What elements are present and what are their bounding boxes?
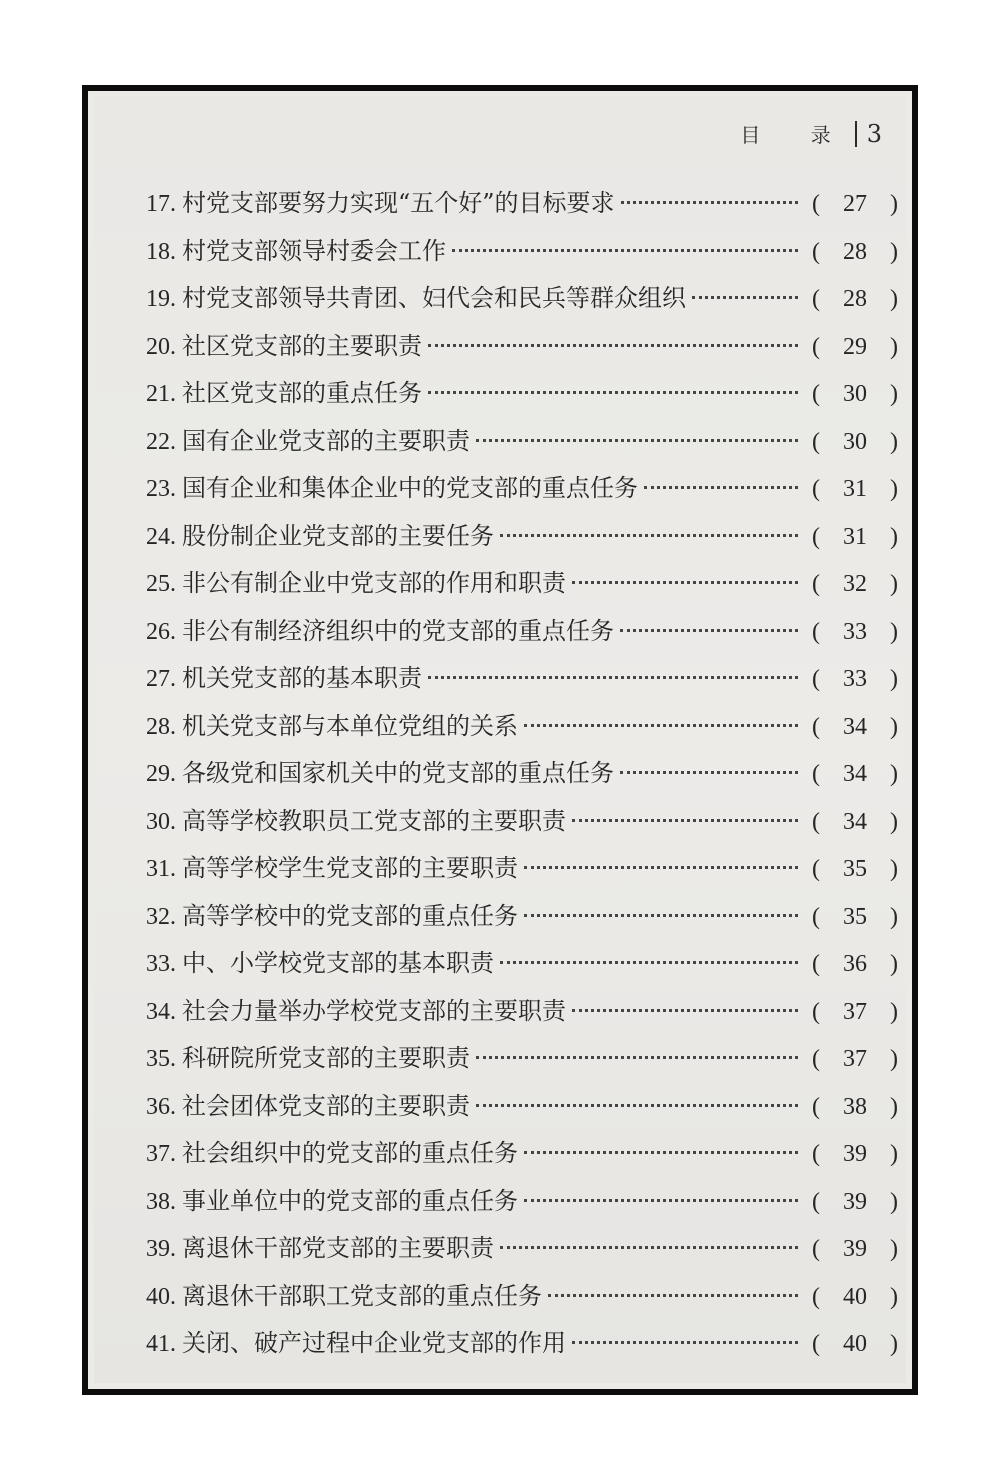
toc-entry bbox=[146, 706, 898, 754]
toc-entry-title: 非公有制经济组织中的党支部的重点任务 bbox=[182, 616, 614, 645]
toc-page-number: 32 bbox=[843, 571, 867, 597]
toc-leader-dots bbox=[572, 581, 798, 584]
toc-page-number: 39 bbox=[843, 1141, 867, 1167]
toc-entry-number: 36. bbox=[146, 1093, 176, 1120]
toc-entry-number: 41. bbox=[146, 1331, 176, 1357]
toc-leader-dots bbox=[620, 771, 798, 774]
toc-entry-page bbox=[812, 999, 898, 1026]
toc-leader-dots bbox=[524, 1151, 798, 1154]
toc-entry-page bbox=[812, 619, 898, 646]
toc-entry bbox=[146, 943, 898, 991]
toc-page-number: 30 bbox=[843, 428, 867, 455]
toc-leader-dots bbox=[500, 534, 798, 537]
toc-entry-number: 35. bbox=[146, 1046, 176, 1072]
toc-page-number: 37 bbox=[843, 1046, 867, 1072]
toc-leader-dots bbox=[452, 249, 798, 252]
toc-entry-page bbox=[812, 761, 898, 788]
toc-entry-title: 机关党支部与本单位党组的关系 bbox=[182, 711, 518, 740]
toc-leader-dots bbox=[524, 724, 798, 727]
toc-page-number: 35 bbox=[843, 903, 867, 930]
toc-paren-open: ( bbox=[812, 903, 820, 930]
toc-entry-number: 39. bbox=[146, 1236, 176, 1262]
toc-entry-title: 机关党支部的基本职责 bbox=[182, 664, 422, 692]
toc-paren-open: ( bbox=[812, 1093, 820, 1120]
toc-page-number: 34 bbox=[843, 808, 867, 835]
toc-paren-close: ) bbox=[890, 381, 898, 407]
toc-entry-number: 27. bbox=[146, 666, 176, 692]
toc-paren-open: ( bbox=[812, 951, 820, 977]
toc-entry bbox=[146, 516, 898, 564]
toc-paren-close: ) bbox=[890, 571, 898, 597]
toc-entry-title: 事业单位中的党支部的重点任务 bbox=[182, 1186, 518, 1215]
toc-paren-open: ( bbox=[812, 1283, 820, 1310]
toc-entry bbox=[146, 801, 898, 849]
toc-entry-title: 国有企业党支部的主要职责 bbox=[182, 426, 470, 455]
toc-entry-title: 高等学校学生党支部的主要职责 bbox=[182, 854, 518, 882]
toc-entry-number: 33. bbox=[146, 951, 176, 977]
toc-entry bbox=[146, 1228, 898, 1276]
toc-paren-close: ) bbox=[890, 761, 898, 787]
toc-paren-open: ( bbox=[812, 666, 820, 692]
toc-entry-number: 20. bbox=[146, 333, 176, 360]
toc-entry bbox=[146, 848, 898, 896]
toc-entry-page bbox=[812, 1189, 898, 1216]
toc-paren-open: ( bbox=[812, 1331, 820, 1357]
toc-paren-close: ) bbox=[890, 476, 898, 502]
toc-leader-dots bbox=[548, 1294, 798, 1297]
toc-paren-close: ) bbox=[890, 1188, 898, 1215]
toc-entry-number: 25. bbox=[146, 571, 176, 597]
running-head-divider bbox=[855, 121, 857, 147]
toc-entry-title: 社会力量举办学校党支部的主要职责 bbox=[182, 996, 566, 1025]
toc-entry-title: 社会团体党支部的主要职责 bbox=[182, 1091, 470, 1120]
toc-entry-title: 村党支部要努力实现“五个好”的目标要求 bbox=[182, 189, 615, 217]
toc-entry-title: 各级党和国家机关中的党支部的重点任务 bbox=[182, 759, 614, 787]
toc-paren-close: ) bbox=[890, 1331, 898, 1357]
toc-leader-dots bbox=[572, 1009, 798, 1012]
toc-entry-page bbox=[812, 476, 898, 503]
toc-entry-page bbox=[812, 381, 898, 408]
toc-paren-close: ) bbox=[890, 286, 898, 312]
toc-page-number: 39 bbox=[843, 1236, 867, 1262]
toc-paren-open: ( bbox=[812, 1188, 820, 1215]
toc-entry-number: 40. bbox=[146, 1283, 176, 1310]
toc-paren-open: ( bbox=[812, 808, 820, 835]
toc-entry-page bbox=[812, 1141, 898, 1168]
toc-leader-dots bbox=[524, 1199, 798, 1202]
toc-entry-title: 科研院所党支部的主要职责 bbox=[182, 1044, 470, 1072]
toc-paren-close: ) bbox=[890, 238, 898, 265]
toc-paren-close: ) bbox=[890, 523, 898, 550]
toc-entry bbox=[146, 373, 898, 421]
toc-entry-page bbox=[812, 1284, 898, 1311]
toc-paren-open: ( bbox=[812, 523, 820, 550]
toc-entry-number: 19. bbox=[146, 286, 176, 312]
toc-entry-number: 32. bbox=[146, 903, 176, 930]
toc-entry-title: 离退休干部职工党支部的重点任务 bbox=[182, 1281, 542, 1310]
toc-paren-open: ( bbox=[812, 1141, 820, 1167]
toc-paren-open: ( bbox=[812, 761, 820, 787]
toc-paren-open: ( bbox=[812, 1046, 820, 1072]
toc-paren-open: ( bbox=[812, 571, 820, 597]
toc-page-number: 38 bbox=[843, 1093, 867, 1120]
toc-entry-page bbox=[812, 856, 898, 883]
toc-entry bbox=[146, 326, 898, 374]
toc-leader-dots bbox=[620, 629, 798, 632]
toc-page-number: 33 bbox=[843, 618, 867, 645]
toc-paren-open: ( bbox=[812, 476, 820, 502]
toc-paren-close: ) bbox=[890, 856, 898, 882]
toc-entry bbox=[146, 1276, 898, 1324]
toc-page-number: 35 bbox=[843, 856, 867, 882]
toc-paren-close: ) bbox=[890, 428, 898, 455]
toc-entry bbox=[146, 753, 898, 801]
toc-page-number: 36 bbox=[843, 951, 867, 977]
toc-paren-close: ) bbox=[890, 191, 898, 217]
toc-entry bbox=[146, 1323, 898, 1371]
toc-entry-page bbox=[812, 1094, 898, 1121]
toc-paren-close: ) bbox=[890, 713, 898, 740]
running-head bbox=[740, 119, 882, 148]
toc-entry-number: 18. bbox=[146, 238, 176, 265]
toc-entry bbox=[146, 896, 898, 944]
toc-entry-title: 社会组织中的党支部的重点任务 bbox=[182, 1139, 518, 1167]
toc-leader-dots bbox=[572, 819, 798, 822]
toc-page-number: 29 bbox=[843, 333, 867, 360]
toc-entry bbox=[146, 183, 898, 231]
toc-page-number: 40 bbox=[843, 1283, 867, 1310]
toc-entry-title: 社区党支部的主要职责 bbox=[182, 331, 422, 360]
toc-entry-title: 村党支部领导共青团、妇代会和民兵等群众组织 bbox=[182, 284, 686, 312]
toc-page-number: 37 bbox=[843, 998, 867, 1025]
toc-entry-number: 31. bbox=[146, 856, 176, 882]
toc-leader-dots bbox=[692, 296, 798, 299]
toc-entry-title: 股份制企业党支部的主要任务 bbox=[182, 521, 494, 550]
toc-entry-page bbox=[812, 951, 898, 978]
toc-entry bbox=[146, 1038, 898, 1086]
toc-page-number: 31 bbox=[843, 476, 867, 502]
toc-paren-open: ( bbox=[812, 238, 820, 265]
toc-paren-open: ( bbox=[812, 286, 820, 312]
toc-leader-dots bbox=[524, 914, 798, 917]
toc-page-number: 40 bbox=[843, 1331, 867, 1357]
toc-entry-title: 国有企业和集体企业中的党支部的重点任务 bbox=[182, 474, 638, 502]
toc-entry bbox=[146, 468, 898, 516]
toc-entry bbox=[146, 1181, 898, 1229]
toc-entry-page bbox=[812, 524, 898, 551]
toc-paren-close: ) bbox=[890, 1141, 898, 1167]
toc-paren-open: ( bbox=[812, 428, 820, 455]
toc-paren-open: ( bbox=[812, 333, 820, 360]
toc-leader-dots bbox=[476, 1104, 798, 1107]
toc-entry-page bbox=[812, 714, 898, 741]
toc-entry-number: 34. bbox=[146, 998, 176, 1025]
toc-entry bbox=[146, 658, 898, 706]
toc-entry-page bbox=[812, 904, 898, 931]
toc-entry-page bbox=[812, 666, 898, 693]
toc-entry-number: 29. bbox=[146, 761, 176, 787]
toc-paren-close: ) bbox=[890, 808, 898, 835]
toc-page-number: 28 bbox=[843, 238, 867, 265]
toc-entry bbox=[146, 421, 898, 469]
toc-page-number: 33 bbox=[843, 666, 867, 692]
toc-entry-page bbox=[812, 1046, 898, 1073]
toc-entry bbox=[146, 563, 898, 611]
photo-frame bbox=[82, 85, 918, 1395]
toc-page-number: 28 bbox=[843, 286, 867, 312]
toc-entry-number: 24. bbox=[146, 523, 176, 550]
toc-entry-number: 37. bbox=[146, 1141, 176, 1167]
toc-entry-number: 38. bbox=[146, 1188, 176, 1215]
toc-entry-page bbox=[812, 809, 898, 836]
toc-paren-close: ) bbox=[890, 1236, 898, 1262]
toc-paren-open: ( bbox=[812, 713, 820, 740]
toc-entry-page bbox=[812, 286, 898, 313]
toc-page-number: 34 bbox=[843, 713, 867, 740]
toc-entry bbox=[146, 1133, 898, 1181]
table-of-contents bbox=[146, 183, 898, 1371]
toc-entry-page bbox=[812, 1236, 898, 1263]
toc-entry-page bbox=[812, 191, 898, 218]
toc-leader-dots bbox=[428, 391, 798, 394]
toc-entry-number: 23. bbox=[146, 476, 176, 502]
toc-paren-close: ) bbox=[890, 951, 898, 977]
toc-entry bbox=[146, 991, 898, 1039]
toc-entry bbox=[146, 231, 898, 279]
toc-entry-title: 村党支部领导村委会工作 bbox=[182, 236, 446, 265]
toc-paren-close: ) bbox=[890, 1093, 898, 1120]
toc-leader-dots bbox=[524, 866, 798, 869]
toc-page-number: 39 bbox=[843, 1188, 867, 1215]
toc-page-number: 34 bbox=[843, 761, 867, 787]
toc-paren-open: ( bbox=[812, 856, 820, 882]
toc-entry-page bbox=[812, 571, 898, 598]
toc-paren-close: ) bbox=[890, 998, 898, 1025]
toc-paren-open: ( bbox=[812, 618, 820, 645]
toc-paren-close: ) bbox=[890, 903, 898, 930]
toc-entry-number: 21. bbox=[146, 381, 176, 407]
toc-paren-close: ) bbox=[890, 333, 898, 360]
toc-entry-title: 社区党支部的重点任务 bbox=[182, 379, 422, 407]
toc-paren-open: ( bbox=[812, 191, 820, 217]
toc-paren-open: ( bbox=[812, 998, 820, 1025]
toc-entry-number: 22. bbox=[146, 428, 176, 455]
toc-leader-dots bbox=[428, 676, 798, 679]
toc-paren-close: ) bbox=[890, 1046, 898, 1072]
toc-entry-page bbox=[812, 239, 898, 266]
toc-page-number: 30 bbox=[843, 381, 867, 407]
toc-leader-dots bbox=[500, 961, 798, 964]
book-page bbox=[94, 97, 906, 1383]
toc-leader-dots bbox=[428, 344, 798, 347]
toc-entry-title: 高等学校中的党支部的重点任务 bbox=[182, 901, 518, 930]
toc-entry-title: 离退休干部党支部的主要职责 bbox=[182, 1234, 494, 1262]
toc-entry bbox=[146, 1086, 898, 1134]
toc-entry-page bbox=[812, 429, 898, 456]
toc-leader-dots bbox=[500, 1246, 798, 1249]
toc-entry-title: 高等学校教职员工党支部的主要职责 bbox=[182, 806, 566, 835]
toc-leader-dots bbox=[476, 1056, 798, 1059]
toc-entry bbox=[146, 611, 898, 659]
toc-entry-number: 28. bbox=[146, 713, 176, 740]
running-head-page-number: 3 bbox=[866, 119, 882, 148]
toc-page-number: 27 bbox=[843, 191, 867, 217]
toc-entry bbox=[146, 278, 898, 326]
toc-entry-number: 26. bbox=[146, 618, 176, 645]
toc-entry-number: 30. bbox=[146, 808, 176, 835]
toc-paren-open: ( bbox=[812, 381, 820, 407]
toc-paren-close: ) bbox=[890, 666, 898, 692]
toc-leader-dots bbox=[476, 439, 798, 442]
running-head-section: 目 录 bbox=[740, 123, 853, 147]
toc-entry-page bbox=[812, 334, 898, 361]
toc-entry-number: 17. bbox=[146, 191, 176, 217]
toc-page-number: 31 bbox=[843, 523, 867, 550]
toc-leader-dots bbox=[572, 1341, 798, 1344]
toc-paren-close: ) bbox=[890, 618, 898, 645]
toc-entry-title: 非公有制企业中党支部的作用和职责 bbox=[182, 569, 566, 597]
toc-paren-open: ( bbox=[812, 1236, 820, 1262]
toc-paren-close: ) bbox=[890, 1283, 898, 1310]
toc-entry-title: 关闭、破产过程中企业党支部的作用 bbox=[182, 1329, 566, 1357]
toc-entry-title: 中、小学校党支部的基本职责 bbox=[182, 949, 494, 977]
toc-leader-dots bbox=[644, 486, 798, 489]
toc-entry-page bbox=[812, 1331, 898, 1358]
toc-leader-dots bbox=[621, 201, 798, 204]
